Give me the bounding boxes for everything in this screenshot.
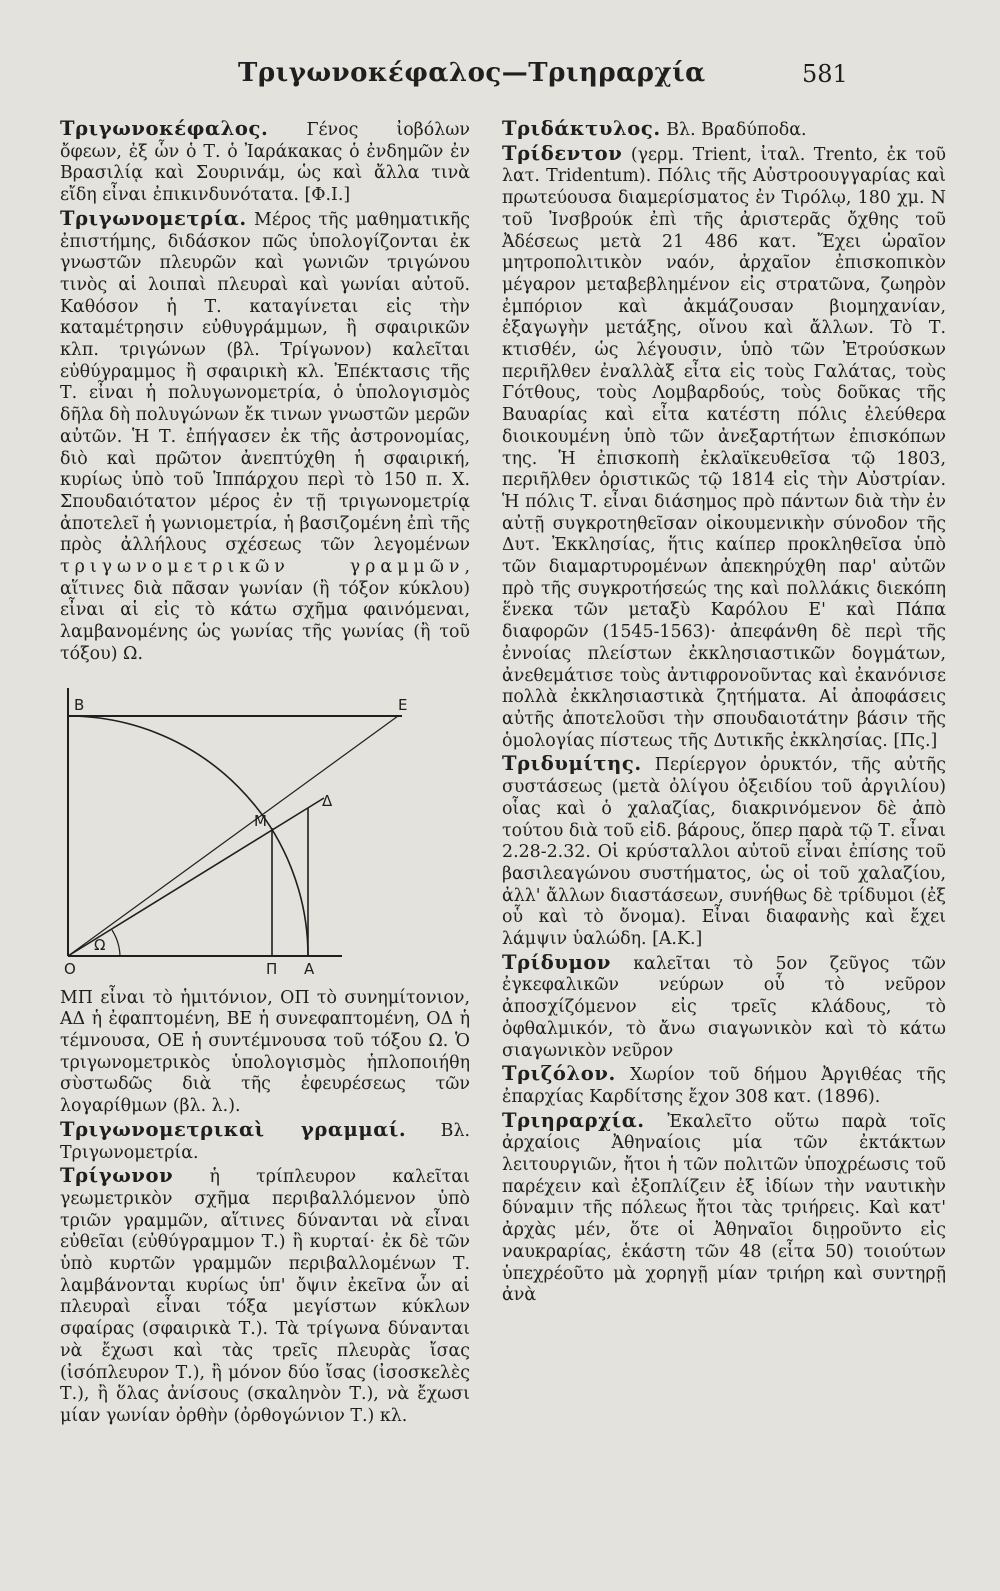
entry-text: Βλ. Βραδύποδα. [660, 120, 807, 140]
entry-text: (γερμ. Trient, ἰταλ. Trento, ἐκ τοῦ λατ. Tridentum). Πόλις τῆς Αὐστροουγγαρίας καὶ πρωτεύουσα διαμερίσματος ἐν Τιρόλῳ, 180 χμ. Ν τοῦ Ἰνσβρούκ ἐπὶ τῆς ἀριστερᾶς ὄχθης τοῦ Ἀδέσεως μετὰ 21 486 κατ. Ἔχει ὡραῖον μητροπολιτικὸν ναόν, ἀρχαῖον ἐπισκοπικὸν μέγαρον μεταβεβλημένον εἰς στρατῶνα, ζωηρὸν ἐμπόριον καὶ ἀκμάζουσαν βιομηχανίαν, ἐξαγωγὴν μετάξης, οἴνου καὶ ἄλλων. Τὸ Τ. κτισθέν, ὡς λέγουσιν, ὑπὸ τῶν Ἐτρούσκων περιῆλθεν ἐναλλὰξ εἶτα εἰς τοὺς Γαλάτας, τοὺς Γότθους, τοὺς Λομβαρδούς, τοὺς δοῦκας τῆς Βαυαρίας καὶ εἶτα κατέστη πόλις ἐλεύθερα διοικουμένη ὑπὸ τῶν ἀνεξαρτήτων ἐπισκόπων της. Ἡ ἐπισκοπὴ ἐκλαϊκευθεῖσα τῷ 1803, περιῆλθεν ὁριστικῶς τῷ 1814 εἰς τὴν Αὐστρίαν. Ἡ πόλις Τ. εἶναι διάσημος πρὸ πάντων διὰ τὴν ἐν αὐτῇ συγκροτηθεῖσαν οἰκουμενικὴν σύνοδον τῆς Δυτ. Ἐκκλησίας, ἥτις καίπερ προκληθεῖσα ὑπὸ τῶν διαμαρτυρομένων ἀπεκηρύχθη παρ' αὐτῶν πρὸ τῆς συγκροτήσεώς της καὶ πολλάκις διεκόπη ἕνεκα τῶν μεταξὺ Καρόλου Ε' καὶ Πάπα διαφορῶν (1545-1563)· ἀπεφάνθη δὲ περὶ τῆς ἐννοίας πλείστων ἐκκλησιαστικῶν δογμάτων, ἀνεθεμάτισε τοὺς ἀντιφρονοῦντας καὶ ἐκανόνισε πολλὰ ἐκκλησιαστικὰ ζητήματα. Αἱ ἀποφάσεις αὐτῆς ἀποτελοῦσι τὴν σπουδαιοτάτην βάσιν τῆς ὁμολογίας πίστεως τῆς Δυτικῆς ἐκκλησίας. [Πς.] [502, 144, 946, 751]
figure-label-o: Ο [64, 959, 76, 976]
figure-label-a: Α [304, 959, 315, 976]
entry-text: Βλ. Τριγωνομετρία. [60, 1120, 470, 1163]
entry-headword: Τριηραρχία. [502, 1108, 645, 1132]
entry-trigonometria-cont [60, 988, 470, 1118]
figure-label-omega: Ω [94, 935, 106, 954]
entry-headword: Τρίγωνον [60, 1164, 174, 1188]
figure-secant-line [68, 798, 324, 956]
spaced-term: τριγωνομετρικῶν γραμμῶν [60, 557, 465, 578]
entry-text: Γένος ἰοβόλων ὄφεων, ἐξ ὧν ὁ Τ. ὁ Ἰαράκακας ὁ ἐνδημῶν ἐν Βρασιλίᾳ καὶ Σουρινάμ, ὡς καὶ ἄλλα τινὰ εἴδη εἶναι ἐπικινδυνότατα. [Φ.Ι.] [60, 120, 470, 206]
entry-text: ΜΠ εἶναι τὸ ἡμιτόνιον, ΟΠ τὸ συνημίτονιον, ΑΔ ἡ ἐφαπτομένη, ΒΕ ἡ συνεφαπτομένη, ΟΔ ἡ τέμνουσα, ΟΕ ἡ συντέμνουσα τοῦ τόξου Ω. Ὁ τριγωνομετρικὸς ὑπολογισμὸς ἡπλοποιήθη σὺστωδῶς διὰ τῆς ἐφευρέσεως τῶν λογαρίθμων (βλ. λ.). [60, 987, 470, 1117]
entry-headword: Τριγωνομετρία. [60, 206, 247, 230]
entry-triirarchia [502, 1110, 946, 1307]
figure-label-b: Β [74, 695, 85, 714]
entry-trigonokefalos [60, 118, 470, 207]
running-head: Τριγωνοκέφαλος—Τριηραρχία [238, 58, 706, 88]
entry-text: Περίεργον ὀρυκτόν, τῆς αὐτῆς συστάσεως (μετὰ ὀλίγου ὀξειδίου τοῦ ἀργιλίου) οἷας καὶ ὁ χαλαζίας, διακρινόμενον δὲ ἀπὸ τούτου διὰ τοῦ εἰδ. βάρους, ὅπερ παρὰ τῷ Τ. εἶναι 2.28-2.32. Οἱ κρύσταλλοι αὐτοῦ εἶναι ἐπίσης τοῦ βασιλεαγώνου συστήματος, ὡς οἱ τοῦ χαλαζίου, ἀλλ' ἄλλων διαστάσεων, συνήθως δὲ τρίδυμοι (ἐξ οὗ καὶ τὸ ὄνομα). Εἶναι διαφανὴς καὶ ἔχει λάμψιν ὑαλώδη. [Α.Κ.] [502, 755, 946, 950]
figure-cosecant-line [68, 716, 398, 956]
entry-text: Ἐκαλεῖτο οὕτω παρὰ τοῖς ἀρχαίοις Ἀθηναίοις μία τῶν ἐκτάκτων λειτουργιῶν, ἤτοι ἡ τῶν πολιτῶν ὑποχρέωσις τοῦ παρέχειν καὶ ἐξοπλίζειν ἐξ ἰδίων τὴν ναυτικὴν δύναμιν τῆς πόλεως ἤτοι τὰς τριήρεις. Καὶ κατ' ἀρχὰς μέν, ὅτε οἱ Ἀθηναῖοι διῃροῦντο εἰς ναυκραρίας, ἑκάστη τῶν 48 (εἶτα 50) τοιούτων ὑπεχρέοῦτο μὰ χορηγῇ μίαν τριήρη καὶ συντηρῇ ἀνὰ [502, 1111, 946, 1306]
entry-headword: Τρίδυμον [502, 950, 612, 974]
figure-label-m: Μ [254, 811, 267, 830]
entry-tridenton [502, 143, 946, 753]
left-column [60, 118, 470, 1429]
figure-label-delta: Δ [322, 791, 333, 810]
entry-tridaktylos [502, 118, 946, 142]
entry-text: , αἵτινες διὰ πᾶσαν γωνίαν (ἢ τόξον κύκλου) εἶναι αἱ εἰς τὸ κάτω σχῆμα φαινόμεναι, λαμβανομένης ὡς γωνίας τῆς γωνίας (ἢ τοῦ τόξου) Ω. [60, 557, 470, 664]
entry-trizolon [502, 1063, 946, 1108]
entry-headword: Τρίδεντον [502, 141, 623, 165]
entry-text: ἡ τρίπλευρον καλεῖται γεωμετρικὸν σχῆμα περιβαλλόμενον ὑπὸ τριῶν γραμμῶν, αἵτινες δύνανται νὰ εἶναι εὐθεῖαι (εὐθύγραμμον Τ.) ἢ κυρταί· ἐκ δὲ τῶν ὑπὸ κυρτῶν γραμμῶν περιβαλλομένων Τ. λαμβάνονται κυρίως ὑπ' ὄψιν ἐκεῖνα ὧν αἱ πλευραὶ εἶναι τόξα μεγίστων κύκλων σφαίρας (σφαιρικὰ Τ.). Τὰ τρίγωνα δύνανται νὰ ἔχωσι καὶ τὰς τρεῖς πλευρὰς ἴσας (ἰσόπλευρον Τ.), ἢ μόνον δύο ἴσας (ἰσοσκελὲς Τ.), ἢ ὅλας ἀνίσους (σκαληνὸν Τ.), νὰ ἔχωσι μίαν γωνίαν ὀρθὴν (ὀρθογώνιον Τ.) κλ. [60, 1167, 470, 1426]
entry-trigonometria [60, 208, 470, 666]
figure-angle-arc [112, 930, 120, 956]
entry-text: καλεῖται τὸ 5ον ζεῦγος τῶν ἐγκεφαλικῶν νεύρων οὗ τὸ νεῦρον ἀποσχίζόμενον εἰς τρεῖς κλάδους, τὸ ὀφθαλμικόν, τὸ ἄνω σιαγωνικὸν καὶ τὸ κάτω σιαγωνικὸν νεῦρον [502, 953, 946, 1061]
entry-tridymitis [502, 753, 946, 950]
figure-label-e: Ε [398, 695, 408, 714]
right-column [502, 118, 946, 1308]
entry-text: Χωρίον τοῦ δήμου Ἀργιθέας τῆς ἐπαρχίας Καρδίτσης ἔχον 308 κατ. (1896). [502, 1065, 946, 1107]
entry-trigonon [60, 1165, 470, 1427]
entry-headword: Τριδάκτυλος. [502, 117, 661, 140]
entry-trigonometrikai-grammai [60, 1119, 470, 1164]
entry-text: Μέρος τῆς μαθηματικῆς ἐπιστήμης, διδάσκον πῶς ὑπολογίζονται ἐκ γνωστῶν πλευρῶν καὶ γωνιῶν τριγώνου τινὸς αἱ λοιπαὶ πλευραὶ καὶ γωνίαι αὐτοῦ. Καθόσον ἡ Τ. καταγίνεται εἰς τὴν καταμέτρησιν εὐθυγράμμων, ἢ σφαιρικῶν κλπ. τριγώνων (βλ. Τρίγωνον) καλεῖται εὐθύγραμμος ἢ σφαιρικὴ κλ. Ἐπέκτασις τῆς Τ. εἶναι ἡ πολυγωνομετρία, ὁ ὑπολογισμὸς δῆλα δὴ πολυγώνων ἔκ τινων γνωστῶν μερῶν αὐτῶν. Ἡ Τ. ἐπήγασεν ἐκ τῆς ἀστρονομίας, διὸ καὶ πρῶτον ἀνεπτύχθη ἡ σφαιρική, κυρίως ὑπὸ τοῦ Ἱππάρχου περὶ τὸ 150 π. Χ. Σπουδαιότατον μέρος ἐν τῇ τριγωνομετρίᾳ ἀποτελεῖ ἡ γωνιομετρία, ἡ βασιζομένη ἐπὶ τῆς πρὸς ἀλλήλους σχέσεως τῶν λεγομένων [60, 209, 470, 556]
entry-headword: Τριδυμίτης. [502, 752, 642, 776]
trigonometric-figure [60, 680, 420, 976]
entry-headword: Τριζόλον. [502, 1062, 616, 1086]
figure-label-pi: Π [266, 959, 278, 976]
entry-tridymon [502, 952, 946, 1063]
entry-headword: Τριγωνομετρικαὶ γραμμαί. [60, 1117, 407, 1141]
entry-headword: Τριγωνοκέφαλος. [60, 117, 269, 140]
page-number: 581 [802, 60, 848, 88]
